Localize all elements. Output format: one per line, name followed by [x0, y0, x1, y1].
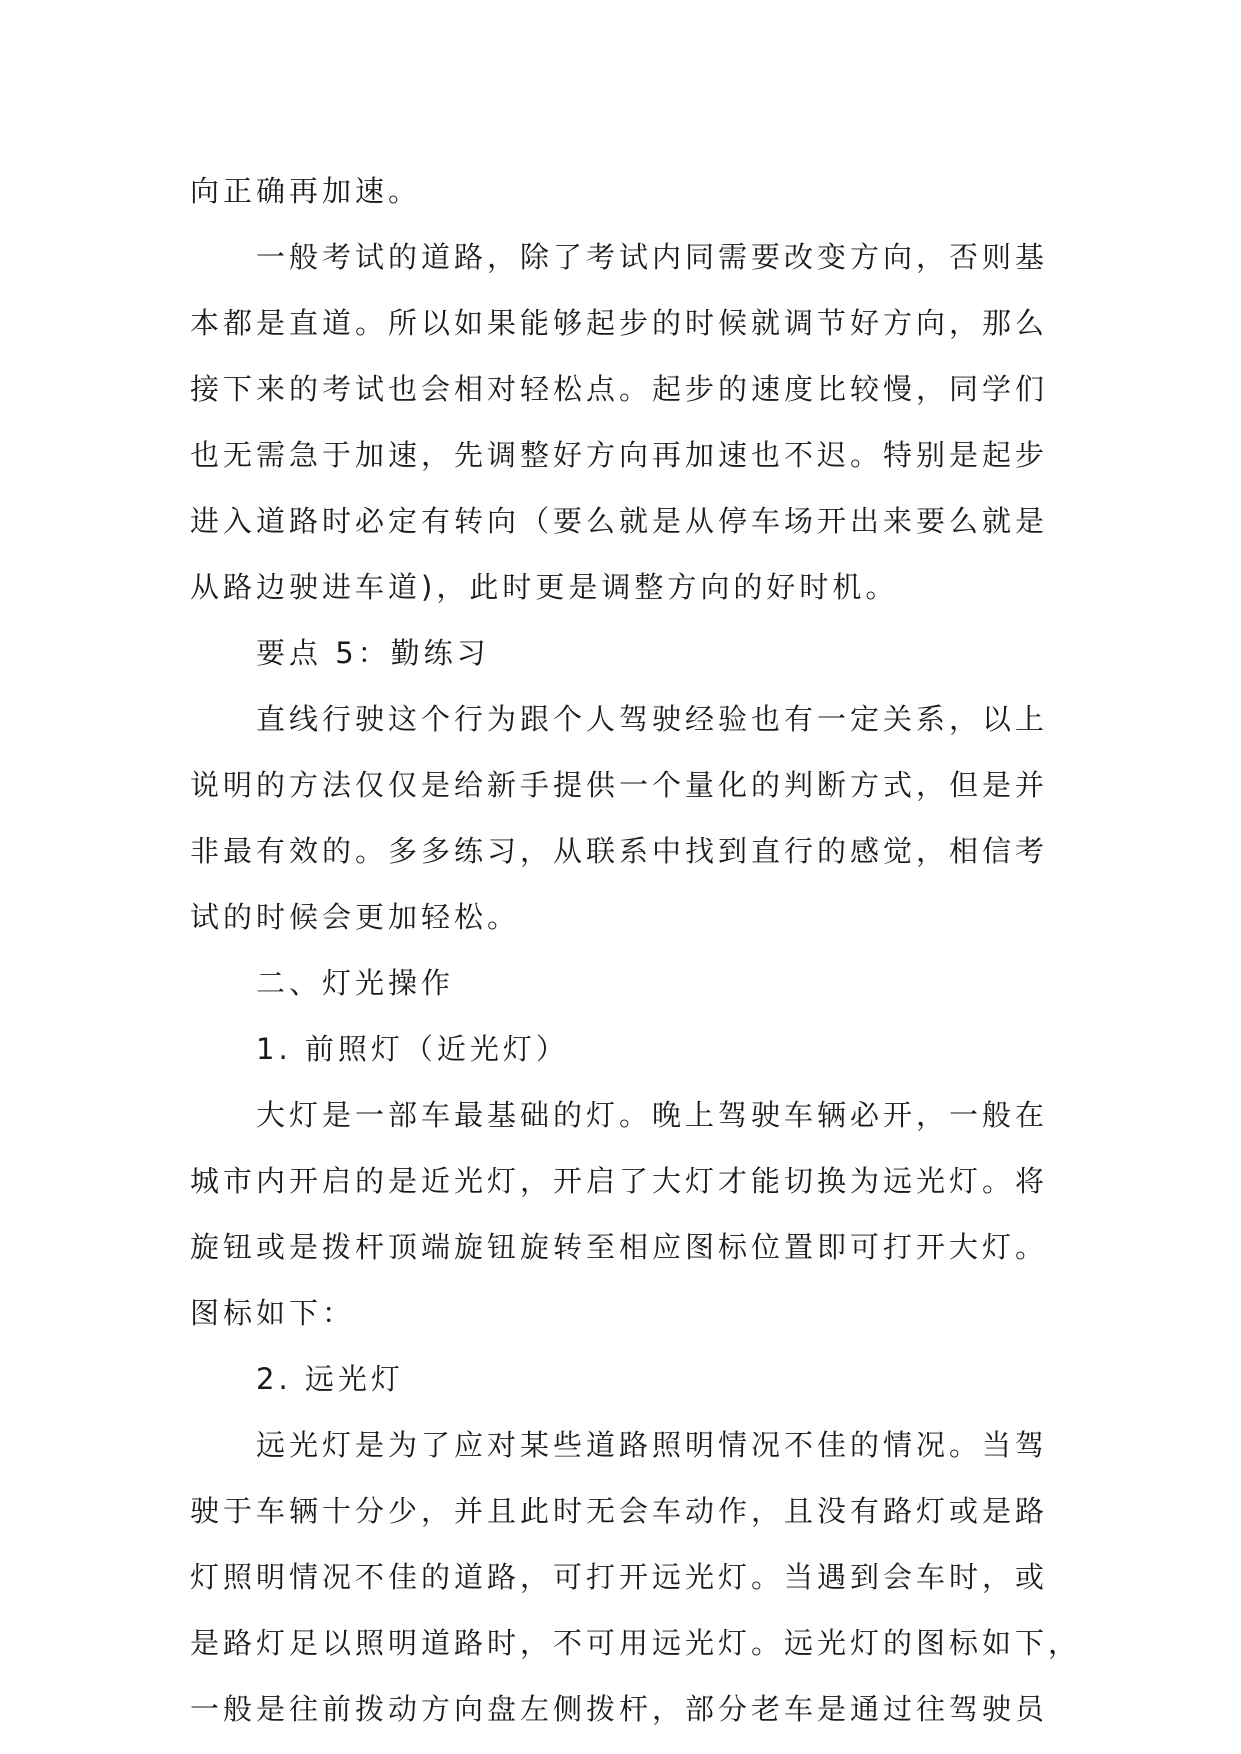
paragraph-start-line: 远光灯是为了应对某些道路照明情况不佳的情况。当驾 — [256, 1428, 1049, 1462]
section-heading-light-operation: 二、灯光操作 — [256, 966, 455, 1000]
text-line: 城市内开启的是近光灯，开启了大灯才能切换为远光灯。将 — [190, 1164, 1049, 1198]
text-line: 驶于车辆十分少，并且此时无会车动作，且没有路灯或是路 — [190, 1494, 1049, 1528]
text-line: 非最有效的。多多练习，从联系中找到直行的感觉，相信考 — [190, 834, 1049, 868]
text-line: 本都是直道。所以如果能够起步的时候就调节好方向，那么 — [190, 306, 1049, 340]
text-line: 也无需急于加速，先调整好方向再加速也不迟。特别是起步 — [190, 438, 1049, 472]
text-line: 接下来的考试也会相对轻松点。起步的速度比较慢，同学们 — [190, 372, 1049, 406]
text-line: 图标如下： — [190, 1296, 356, 1330]
text-line: 试的时候会更加轻松。 — [190, 900, 521, 934]
subheading-high-beam: 2. 远光灯 — [256, 1362, 404, 1396]
body-text — [190, 158, 1082, 1742]
text-line: 旋钮或是拨杆顶端旋钮旋转至相应图标位置即可打开大灯。 — [190, 1230, 1049, 1264]
paragraph-start-line: 大灯是一部车最基础的灯。晚上驾驶车辆必开，一般在 — [256, 1098, 1049, 1132]
text-line: 灯照明情况不佳的道路，可打开远光灯。当遇到会车时，或 — [190, 1560, 1049, 1594]
paragraph-start-line: 一般考试的道路，除了考试内同需要改变方向，否则基 — [256, 240, 1049, 274]
section-heading-key-point-5: 要点 5：勤练习 — [256, 636, 490, 670]
text-line: 一般是往前拨动方向盘左侧拨杆，部分老车是通过往驾驶员 — [190, 1692, 1049, 1726]
paragraph-start-line: 直线行驶这个行为跟个人驾驶经验也有一定关系，以上 — [256, 702, 1049, 736]
text-line: 进入道路时必定有转向（要么就是从停车场开出来要么就是 — [190, 504, 1049, 538]
text-line: 向正确再加速。 — [190, 174, 422, 208]
text-line: 说明的方法仅仅是给新手提供一个量化的判断方式，但是并 — [190, 768, 1049, 802]
text-line: 是路灯足以照明道路时，不可用远光灯。远光灯的图标如下， — [190, 1626, 1082, 1660]
subheading-headlight: 1. 前照灯（近光灯） — [256, 1032, 569, 1066]
text-line: 从路边驶进车道)，此时更是调整方向的好时机。 — [190, 570, 899, 604]
